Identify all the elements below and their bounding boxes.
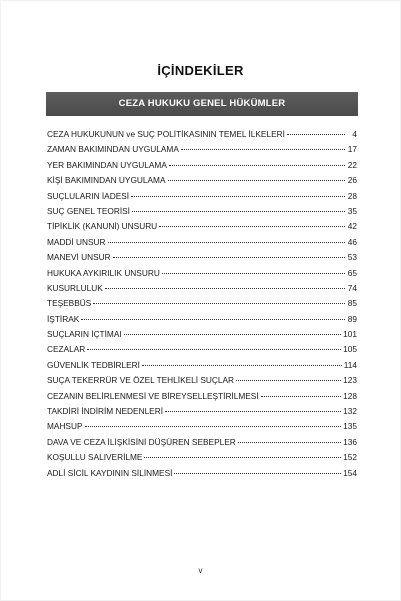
toc-entry-page: 53 (347, 252, 357, 263)
toc-entry-label: SUÇA TEKERRÜR VE ÖZEL TEHLİKELİ SUÇLAR (47, 375, 235, 386)
dot-leader (165, 410, 341, 412)
toc-entry-label: TİPİKLİK (KANUNİ) UNSURU (47, 221, 158, 232)
toc-entry-label: CEZANIN BELİRLENMESİ VE BİREYSELLEŞTİRİLMESİ (47, 390, 259, 401)
dot-leader (113, 256, 345, 258)
toc-entry-label: DAVA VE CEZA İLİŞKİSİNİ DÜŞÜREN SEBEPLER (47, 436, 236, 447)
toc-entry-page: 152 (343, 452, 357, 463)
toc-entry (47, 327, 357, 342)
toc-entry-page: 136 (343, 436, 357, 447)
toc-entry-page: 17 (347, 144, 357, 155)
toc-entry (47, 389, 357, 404)
toc-entry-label: MANEVİ UNSUR (47, 252, 111, 263)
dot-leader (261, 395, 342, 397)
toc-entry (47, 250, 357, 265)
toc-entry-label: YER BAKIMINDAN UYGULAMA (47, 159, 167, 170)
toc-entry-page: 22 (347, 159, 357, 170)
toc-entry (47, 296, 357, 311)
dot-leader (142, 364, 342, 366)
toc-entry-label: ZAMAN BAKIMINDAN UYGULAMA (47, 144, 179, 155)
toc-entry-page: 132 (343, 406, 357, 417)
toc-entry-page: 26 (347, 175, 357, 186)
dot-leader (174, 472, 341, 474)
dot-leader (162, 272, 345, 274)
toc-entry-page: 28 (347, 190, 357, 201)
dot-leader (168, 179, 346, 181)
toc-entry-page: 123 (343, 375, 357, 386)
dot-leader (238, 441, 341, 443)
toc-entry-label: TEŞEBBÜS (47, 298, 92, 309)
toc-entry-label: ADLİ SİCİL KAYDININ SİLİNMESİ (47, 467, 173, 478)
dot-leader (93, 302, 345, 304)
toc-entry (47, 235, 357, 250)
toc-entry-label: SUÇ GENEL TEORİSİ (47, 205, 130, 216)
toc-entry-page: 46 (347, 236, 357, 247)
dot-leader (132, 210, 345, 212)
toc-entry-page: 101 (343, 329, 357, 340)
toc-entry-page: 114 (343, 359, 357, 370)
dot-leader (287, 133, 345, 135)
toc-entry-page: 65 (347, 267, 357, 278)
toc-entry-page: 85 (347, 298, 357, 309)
toc-entry-page: 135 (343, 421, 357, 432)
toc-entry (47, 266, 357, 281)
toc-entry-page: 89 (347, 313, 357, 324)
toc-entry-label: TAKDİRİ İNDİRİM NEDENLERİ (47, 406, 164, 417)
toc-entry (47, 142, 357, 157)
dot-leader (124, 333, 341, 335)
toc-entry (47, 219, 357, 234)
dot-leader (159, 225, 345, 227)
toc-entry (47, 127, 357, 142)
toc-entry (47, 419, 357, 434)
dot-leader (144, 456, 341, 458)
toc-entry-label: KUSURLULUK (47, 282, 103, 293)
dot-leader (108, 241, 345, 243)
toc-entry (47, 450, 357, 465)
dot-leader (85, 425, 342, 427)
toc-entry (47, 173, 357, 188)
toc-entry-label: MAHSUP (47, 421, 83, 432)
toc-entry-label: GÜVENLİK TEDBİRLERİ (47, 359, 140, 370)
toc-entry (47, 435, 357, 450)
toc-entry-page: 154 (343, 467, 357, 478)
toc-entry (47, 342, 357, 357)
toc-entry-page: 105 (343, 344, 357, 355)
toc-entry-page: 42 (347, 221, 357, 232)
dot-leader (169, 164, 345, 166)
dot-leader (181, 148, 345, 150)
toc-entry (47, 466, 357, 481)
toc-entry-page: 4 (352, 129, 357, 139)
dot-leader (81, 318, 345, 320)
toc-entry-label: KİŞİ BAKIMINDAN UYGULAMA (47, 175, 166, 186)
toc-entry-label: KOŞULLU SALIVERİLME (47, 452, 143, 463)
section-heading-banner: CEZA HUKUKU GENEL HÜKÜMLER (46, 92, 358, 116)
page-number: v (198, 566, 203, 575)
toc-entry (47, 358, 357, 373)
toc-entry (47, 158, 357, 173)
toc-entry (47, 373, 357, 388)
table-of-contents (47, 127, 357, 481)
toc-entry-label: HUKUKA AYKIRILIK UNSURU (47, 267, 160, 278)
toc-entry-label: SUÇLULARIN İADESİ (47, 190, 130, 201)
toc-entry-label: CEZALAR (47, 344, 86, 355)
page-title: İÇİNDEKİLER (157, 63, 244, 78)
toc-entry (47, 312, 357, 327)
toc-entry-label: MADDİ UNSUR (47, 236, 106, 247)
dot-leader (131, 195, 345, 197)
toc-entry-page: 74 (347, 282, 357, 293)
toc-entry-label: SUÇLARIN İÇTİMAI (47, 329, 122, 340)
dot-leader (87, 348, 341, 350)
toc-entry (47, 404, 357, 419)
toc-entry (47, 281, 357, 296)
toc-entry (47, 204, 357, 219)
toc-entry-label: CEZA HUKUKUNUN ve SUÇ POLİTİKASININ TEMEL İLKELERİ (47, 129, 285, 139)
dot-leader (236, 379, 341, 381)
toc-entry (47, 189, 357, 204)
toc-entry-label: İŞTİRAK (47, 313, 80, 324)
toc-entry-page: 128 (343, 390, 357, 401)
dot-leader (105, 287, 345, 289)
toc-entry-page: 35 (347, 205, 357, 216)
